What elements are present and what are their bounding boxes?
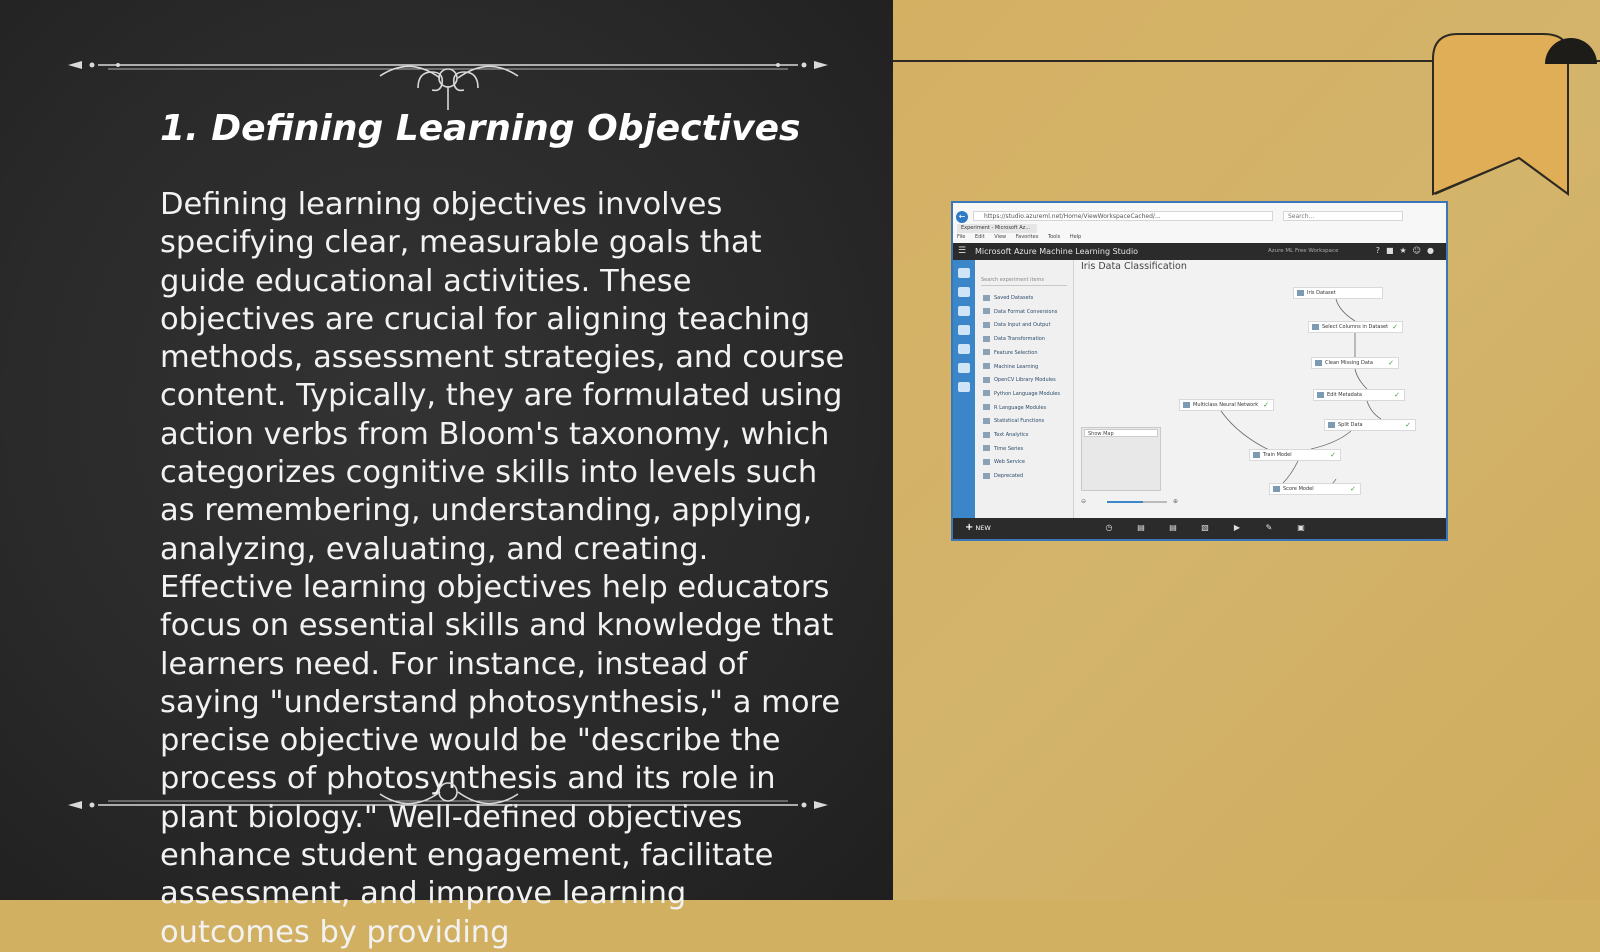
node-split-data: Split Data ✓ [1324,419,1416,431]
node-multiclass-neural-network: Multiclass Neural Network ✓ [1179,399,1274,411]
publish-icon: ▣ [1297,523,1305,532]
menu-file: File [957,234,966,240]
menu-help: Help [1069,234,1082,240]
menu-edit: Edit [974,234,985,240]
module-category: Web Service [983,456,1060,470]
check-icon: ✓ [1350,485,1356,493]
menu-view: View [994,234,1007,240]
address-bar: https://studio.azureml.net/Home/ViewWorkspaceCached/... [973,211,1273,221]
node-clean-missing-data: Clean Missing Data ✓ [1311,357,1399,369]
canvas-minimap [1081,427,1161,491]
ornamental-divider-bottom [68,788,828,838]
minimap-toggle: Show Map [1084,429,1158,437]
app-title: Microsoft Azure Machine Learning Studio [975,247,1139,256]
zoom-slider-fill [1107,501,1143,503]
check-icon: ✓ [1394,391,1400,399]
module-category: Text Analytics [983,429,1060,443]
module-category: Data Transformation [983,333,1060,347]
experiment-title: Iris Data Classification [1081,261,1187,272]
help-icon: ? [1375,246,1386,255]
module-category: Data Input and Output [983,319,1060,333]
feedback-icon: ★ [1399,246,1413,255]
module-category: Deprecated [983,470,1060,484]
account-label: Azure ML Free Workspace [1268,248,1339,254]
save-as-icon: ▤ [1169,523,1177,532]
command-bar [953,518,1446,539]
check-icon: ✓ [1388,359,1394,367]
set-up-web-service-icon: ✎ [1265,523,1273,532]
node-train-model: Train Model ✓ [1249,449,1341,461]
browser-tab: Experiment - Microsoft Az... [957,224,1037,233]
smiley-icon: ☺ [1412,246,1428,255]
module-category: OpenCV Library Modules [983,374,1060,388]
module-category: Python Language Modules [983,388,1060,402]
node-connectors [953,203,1450,543]
browser-search-field: Search... [1283,211,1403,221]
module-category: Machine Learning [983,361,1060,375]
ornamental-divider-top [68,48,828,98]
azure-ml-studio-screenshot [951,201,1448,541]
slide-body-text: Defining learning objectives involves specifying clear, measurable goals that guide educational activities. These objectives are crucial for aligning teaching methods, assessment strategies, and course content. Typically, they are formulated using action verbs from Bloom's taxonomy, which categorizes cognitive skills into levels such as remembering, understanding, applying, analyzing, evaluating, and creating. Effective learning objectives help educators focus on essential skills and knowledge that learners need. For instance, instead of saying "understand photosynthesis," a more precise objective would be "describe the process of photosynthesis and its role in plant biology." Well-defined objectives enhance student engagement, facilitate assessment, and improve learning outcomes by providing [160,187,845,950]
check-icon: ✓ [1392,323,1398,331]
user-avatar: ● [1427,246,1440,255]
node-select-columns: Select Columns in Dataset ✓ [1308,321,1403,333]
module-category: Statistical Functions [983,415,1060,429]
module-search: Search experiment items [981,276,1067,286]
hamburger-menu-icon: ☰ [958,246,967,256]
discard-icon: ▧ [1201,523,1209,532]
back-icon: ← [956,211,968,223]
zoom-in-icon: ⊕ [1173,498,1179,505]
chat-icon: ■ [1385,246,1400,255]
check-icon: ✓ [1330,451,1336,459]
save-icon: ▤ [1137,523,1145,532]
module-category: Time Series [983,443,1060,457]
run-icon: ▶ [1233,523,1241,532]
run-history-icon: ◷ [1105,523,1113,532]
node-edit-metadata: Edit Metadata ✓ [1313,389,1405,401]
module-category: R Language Modules [983,402,1060,416]
check-icon: ✓ [1263,401,1269,409]
zoom-out-icon: ⊖ [1081,498,1087,505]
menu-favorites: Favorites [1015,234,1039,240]
module-category: Feature Selection [983,347,1060,361]
menu-tools: Tools [1047,234,1061,240]
module-category: Data Format Conversions [983,306,1060,320]
check-icon: ✓ [1405,421,1411,429]
zoom-controls [1081,498,1221,506]
slide-title: 1. Defining Learning Objectives [160,108,801,149]
module-category: Saved Datasets [983,292,1060,306]
plus-icon: + [965,522,974,533]
node-score-model: Score Model ✓ [1269,483,1361,495]
node-iris-dataset: Iris Dataset [1293,287,1383,299]
new-button: + NEW [965,522,991,533]
bookmark-ribbon-icon [1433,34,1600,200]
